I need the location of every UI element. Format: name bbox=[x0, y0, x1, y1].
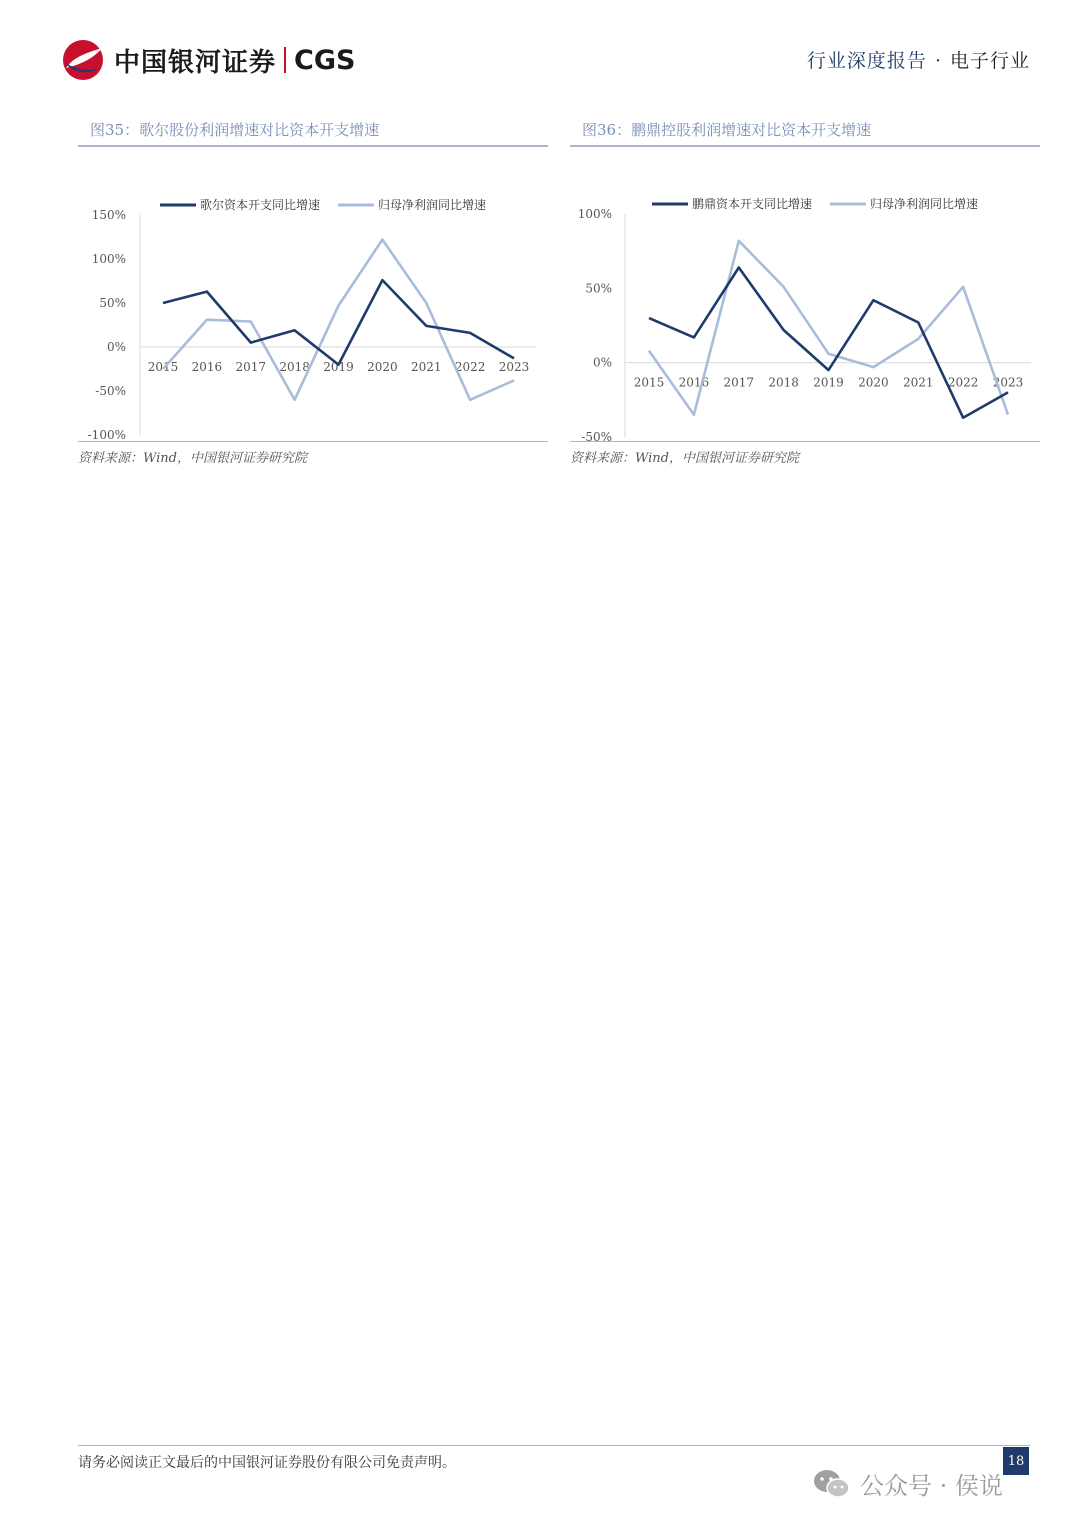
figure-source: 资料来源：Wind，中国银河证券研究院 bbox=[78, 451, 307, 466]
footer-divider bbox=[78, 1445, 1030, 1446]
x-tick-label: 2021 bbox=[902, 375, 934, 390]
series-line bbox=[163, 280, 514, 365]
wechat-icon bbox=[812, 1467, 852, 1501]
x-tick-label: 2018 bbox=[768, 375, 799, 390]
x-tick-label: 2020 bbox=[367, 360, 398, 374]
x-tick-label: 2016 bbox=[191, 360, 223, 374]
figure-title: 图36：鹏鼎控股利润增速对比资本开支增速 bbox=[570, 115, 1040, 147]
x-tick-label: 2015 bbox=[147, 360, 179, 374]
y-tick-label: -50% bbox=[95, 384, 126, 398]
y-tick-label: 50% bbox=[99, 296, 126, 310]
report-sector: 电子行业 bbox=[949, 50, 1030, 72]
x-tick-label: 2021 bbox=[410, 360, 442, 374]
x-tick-label: 2023 bbox=[992, 375, 1024, 390]
x-tick-label: 2018 bbox=[279, 360, 310, 374]
report-type: 行业深度报告 bbox=[806, 50, 927, 72]
legend-label: 归母净利润同比增速 bbox=[870, 197, 979, 211]
x-tick-label: 2016 bbox=[678, 375, 710, 390]
chart-container bbox=[570, 147, 1040, 442]
page-number: 18 bbox=[1003, 1447, 1029, 1475]
chart-container bbox=[78, 147, 548, 442]
figure-35 bbox=[78, 115, 548, 466]
x-tick-label: 2022 bbox=[454, 360, 486, 374]
logo-brand: CGS bbox=[294, 44, 356, 76]
x-tick-label: 2017 bbox=[723, 375, 755, 390]
series-line bbox=[163, 240, 514, 400]
line-chart-avary bbox=[570, 147, 1040, 441]
galaxy-logo-icon bbox=[60, 38, 106, 82]
legend-label: 歌尔资本开支同比增速 bbox=[200, 198, 321, 212]
x-tick-label: 2019 bbox=[813, 375, 844, 390]
series-line bbox=[649, 268, 1008, 418]
brand-logo bbox=[60, 38, 355, 82]
x-tick-label: 2017 bbox=[235, 360, 267, 374]
x-tick-label: 2022 bbox=[947, 375, 979, 390]
watermark-text: 公众号 · 侯说 bbox=[860, 1472, 1003, 1500]
logo-divider bbox=[284, 47, 286, 73]
y-tick-label: 0% bbox=[106, 340, 126, 354]
legend-label: 归母净利润同比增速 bbox=[378, 198, 487, 212]
disclaimer: 请务必阅读正文最后的中国银河证券股份有限公司免责声明。 bbox=[78, 1455, 456, 1471]
y-tick-label: 100% bbox=[91, 252, 126, 266]
logo-text: 中国银河证券 bbox=[114, 47, 277, 78]
line-chart-goertek bbox=[78, 147, 548, 441]
y-tick-label: 0% bbox=[592, 355, 612, 370]
header-separator: · bbox=[934, 50, 942, 72]
report-header bbox=[807, 46, 1030, 73]
x-tick-label: 2023 bbox=[498, 360, 530, 374]
y-tick-label: 100% bbox=[577, 207, 612, 221]
figure-36 bbox=[570, 115, 1040, 466]
y-tick-label: -50% bbox=[581, 430, 612, 441]
x-tick-label: 2020 bbox=[858, 375, 889, 390]
x-tick-label: 2015 bbox=[633, 375, 665, 390]
y-tick-label: -100% bbox=[87, 428, 126, 441]
y-tick-label: 150% bbox=[91, 208, 126, 222]
y-tick-label: 50% bbox=[585, 281, 612, 296]
legend-label: 鹏鼎资本开支同比增速 bbox=[692, 197, 813, 211]
figure-source: 资料来源：Wind，中国银河证券研究院 bbox=[570, 451, 799, 466]
x-tick-label: 2019 bbox=[323, 360, 354, 374]
figure-title: 图35：歌尔股份利润增速对比资本开支增速 bbox=[78, 115, 548, 147]
watermark bbox=[812, 1466, 1003, 1501]
